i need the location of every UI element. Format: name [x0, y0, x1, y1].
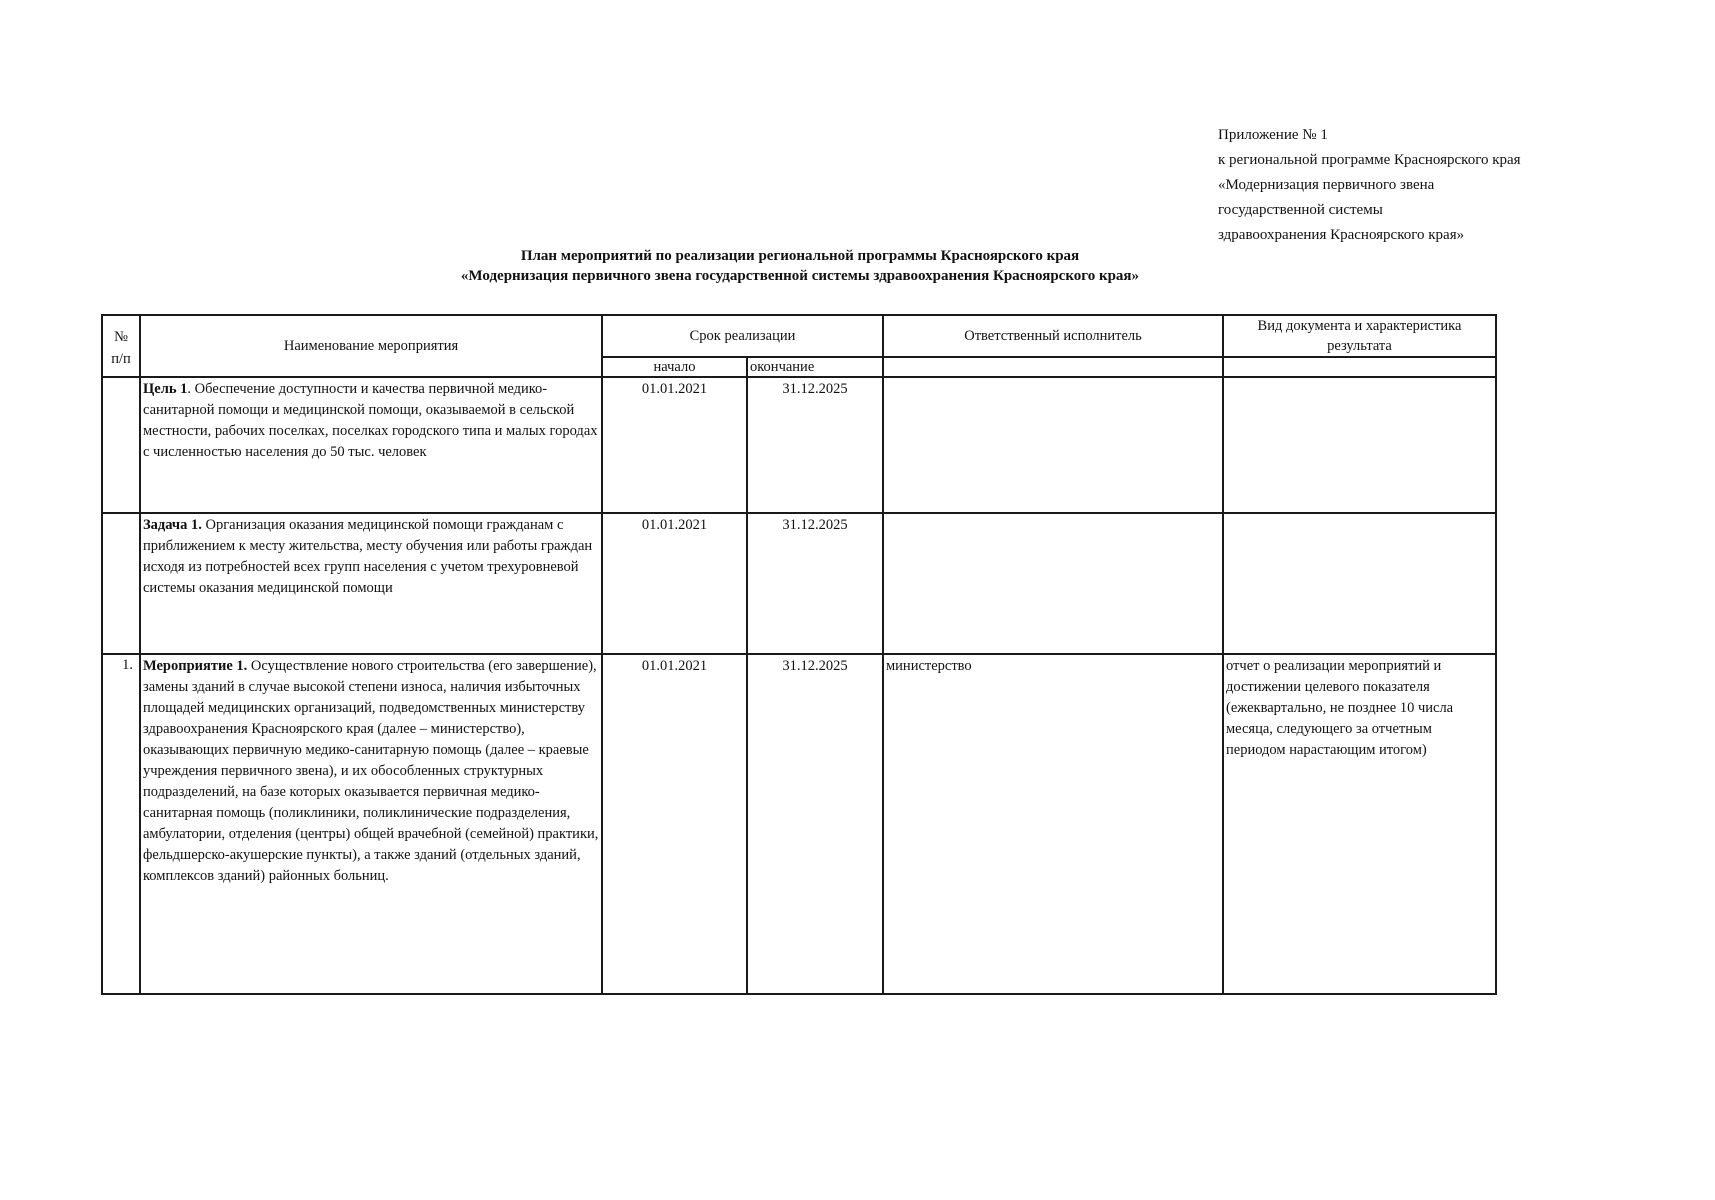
appendix-line: к региональной программе Красноярского края: [1218, 152, 1521, 168]
appendix-block: [1218, 123, 1658, 248]
appendix-line: государственной системы: [1218, 202, 1383, 218]
row-end-date: 31.12.2025: [747, 654, 883, 994]
row-doc: [1223, 513, 1496, 654]
table-row: [102, 654, 1496, 994]
row-name-text: Организация оказания медицинской помощи гражданам с приближением к месту жительства, месту обучения или работы граждан исходя из потребностей всех групп населения с учетом трехуровневой системы оказания медицинской помощи: [143, 517, 593, 596]
plan-title: [300, 246, 1300, 286]
row-executor: министерство: [883, 654, 1223, 994]
appendix-line: Приложение № 1: [1218, 127, 1328, 143]
row-name-text: . Обеспечение доступности и качества первичной медико-санитарной помощи и медицинской помощи, оказываемой в сельской местности, рабочих поселках, поселках городского типа и малых городах с численностью населения до 50 тыс. человек: [143, 381, 598, 460]
appendix-line: здравоохранения Красноярского края»: [1218, 227, 1465, 243]
row-doc: отчет о реализации мероприятий и достижении целевого показателя (ежеквартально, не позднее 10 числа месяца, следующего за отчетным периодом нарастающим итогом): [1223, 654, 1496, 994]
row-start-date: 01.01.2021: [602, 513, 747, 654]
plan-table: [101, 314, 1497, 995]
row-num: 1.: [102, 654, 140, 994]
table-header-row: [102, 315, 1496, 357]
row-executor: [883, 513, 1223, 654]
row-num: [102, 377, 140, 513]
row-name-text: Осуществление нового строительства (его завершение), замены зданий в случае высокой степени износа, наличия избыточных площадей медицинских организаций, подведомственных министерству здравоохранения Красноярского края (далее – министерство), оказывающих первичную медико-санитарную помощь (далее – краевые учреждения первичного звена), и их обособленных структурных подразделений, на базе которых оказывается первичная медико-санитарная помощь (поликлиники, поликлинические подразделения, амбулатории, отделения (центры) общей врачебной (семейной) практики, фельдшерско-акушерские пункты), а также зданий (отдельных зданий, комплексов зданий) районных больниц.: [143, 658, 599, 884]
header-executor: Ответственный исполнитель: [883, 315, 1223, 357]
table-row: [102, 513, 1496, 654]
header-num-line1: №: [114, 329, 128, 345]
header-num-line2: п/п: [111, 351, 131, 367]
row-name: [140, 513, 602, 654]
row-name: [140, 654, 602, 994]
header-num: [102, 315, 140, 377]
header-name: Наименование мероприятия: [140, 315, 602, 377]
row-doc: [1223, 377, 1496, 513]
row-name-bold: Задача 1.: [143, 517, 202, 533]
header-term: Срок реализации: [602, 315, 883, 357]
header-executor-empty: [883, 357, 1223, 377]
row-start-date: 01.01.2021: [602, 654, 747, 994]
row-end-date: 31.12.2025: [747, 513, 883, 654]
row-executor: [883, 377, 1223, 513]
row-num: [102, 513, 140, 654]
header-term-start: начало: [602, 357, 747, 377]
header-term-end: окончание: [747, 357, 883, 377]
header-doc-type: Вид документа и характеристика результата: [1223, 315, 1496, 357]
plan-title-line1: План мероприятий по реализации региональной программы Красноярского края: [520, 248, 1080, 264]
row-end-date: 31.12.2025: [747, 377, 883, 513]
header-doc-empty: [1223, 357, 1496, 377]
appendix-line: «Модернизация первичного звена: [1218, 177, 1435, 193]
row-start-date: 01.01.2021: [602, 377, 747, 513]
row-name-bold: Цель 1: [143, 381, 188, 397]
plan-title-line2: «Модернизация первичного звена государственной системы здравоохранения Красноярского края»: [460, 268, 1140, 284]
table-row: [102, 377, 1496, 513]
row-name: [140, 377, 602, 513]
row-name-bold: Мероприятие 1.: [143, 658, 248, 674]
